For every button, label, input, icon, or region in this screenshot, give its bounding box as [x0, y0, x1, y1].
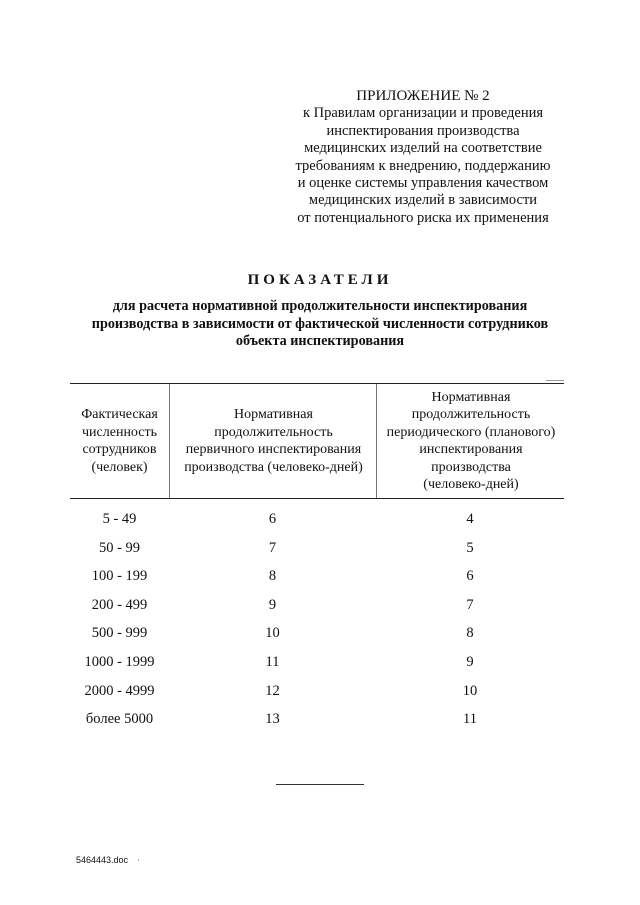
cell-periodic: 6 [466, 568, 474, 585]
header-line: сотрудников [82, 442, 157, 457]
cell-primary: 9 [268, 596, 277, 613]
table-body [70, 511, 564, 740]
cell-employees: 1000 - 1999 [84, 653, 155, 670]
table-row [70, 597, 564, 626]
footer-mark: · [137, 856, 140, 865]
cell-primary: 6 [268, 511, 277, 527]
footer-filename: 5464443.doc [76, 855, 129, 865]
subtitle-line: для расчета нормативной продолжительности инспектирования [112, 298, 528, 314]
appendix-line: требованиям к внедрению, поддержанию [295, 157, 551, 174]
header-line: продолжительность [214, 424, 333, 440]
table-row [70, 683, 564, 712]
appendix-line: от потенциального риска их применения [297, 209, 549, 226]
cell-periodic: 9 [466, 653, 474, 670]
cell-employees: 500 - 999 [91, 625, 148, 642]
cell-employees: более 5000 [85, 711, 154, 728]
cell-employees: 200 - 499 [91, 596, 148, 613]
cell-primary: 10 [265, 625, 280, 642]
cell-primary: 12 [265, 682, 280, 699]
document-title: ПОКАЗАТЕЛИ [247, 272, 393, 288]
cell-primary: 7 [268, 539, 277, 556]
header-line: производства (человеко-дней) [184, 459, 363, 475]
table-header [70, 383, 564, 499]
decorative-tick [546, 380, 564, 381]
indicators-table [70, 383, 564, 740]
cell-periodic: 11 [463, 711, 477, 728]
cell-periodic: 10 [462, 682, 478, 699]
end-rule [276, 784, 364, 785]
header-line: (человеко-дней) [423, 477, 519, 492]
header-cell-periodic-duration [376, 384, 565, 498]
appendix-line: и оценке системы управления качеством [297, 175, 549, 192]
table-row [70, 654, 564, 683]
cell-employees: 2000 - 4999 [84, 682, 155, 699]
cell-employees: 5 - 49 [102, 511, 137, 527]
cell-primary: 8 [268, 568, 277, 585]
cell-primary: 11 [265, 653, 280, 670]
header-cell-employees [70, 384, 169, 498]
header-line: инспектирования [419, 442, 523, 457]
appendix-line: медицинских изделий на соответствие [304, 140, 542, 157]
cell-periodic: 5 [466, 539, 474, 556]
header-line: Фактическая [81, 407, 158, 422]
header-line: производства [431, 459, 511, 475]
cell-primary: 13 [265, 711, 280, 728]
document-subtitle [40, 298, 600, 351]
table-row [70, 625, 564, 654]
header-line: (человек) [91, 459, 148, 475]
cell-periodic: 7 [466, 596, 474, 613]
subtitle-line: производства в зависимости от фактической численности сотрудников [91, 315, 549, 332]
cell-employees: 100 - 199 [91, 568, 148, 585]
appendix-line: медицинских изделий в зависимости [308, 192, 538, 209]
header-line: периодического (планового) [386, 424, 556, 440]
header-line: Нормативная [234, 407, 313, 422]
appendix-line: инспектирования производства [326, 122, 520, 139]
header-cell-primary-duration [169, 384, 377, 498]
cell-periodic: 4 [466, 511, 474, 527]
table-row [70, 711, 564, 740]
appendix-line: к Правилам организации и проведения [302, 105, 544, 122]
appendix-block [282, 88, 564, 227]
header-line: первичного инспектирования [185, 442, 362, 457]
table-row [70, 568, 564, 597]
table-row [70, 540, 564, 569]
appendix-heading: ПРИЛОЖЕНИЕ № 2 [356, 88, 490, 104]
cell-periodic: 8 [466, 625, 474, 642]
table-row [70, 511, 564, 540]
header-line: Нормативная [431, 389, 511, 405]
header-line: продолжительность [411, 407, 531, 422]
cell-employees: 50 - 99 [98, 539, 141, 556]
subtitle-line: объекта инспектирования [235, 333, 405, 350]
header-line: численность [82, 424, 157, 440]
